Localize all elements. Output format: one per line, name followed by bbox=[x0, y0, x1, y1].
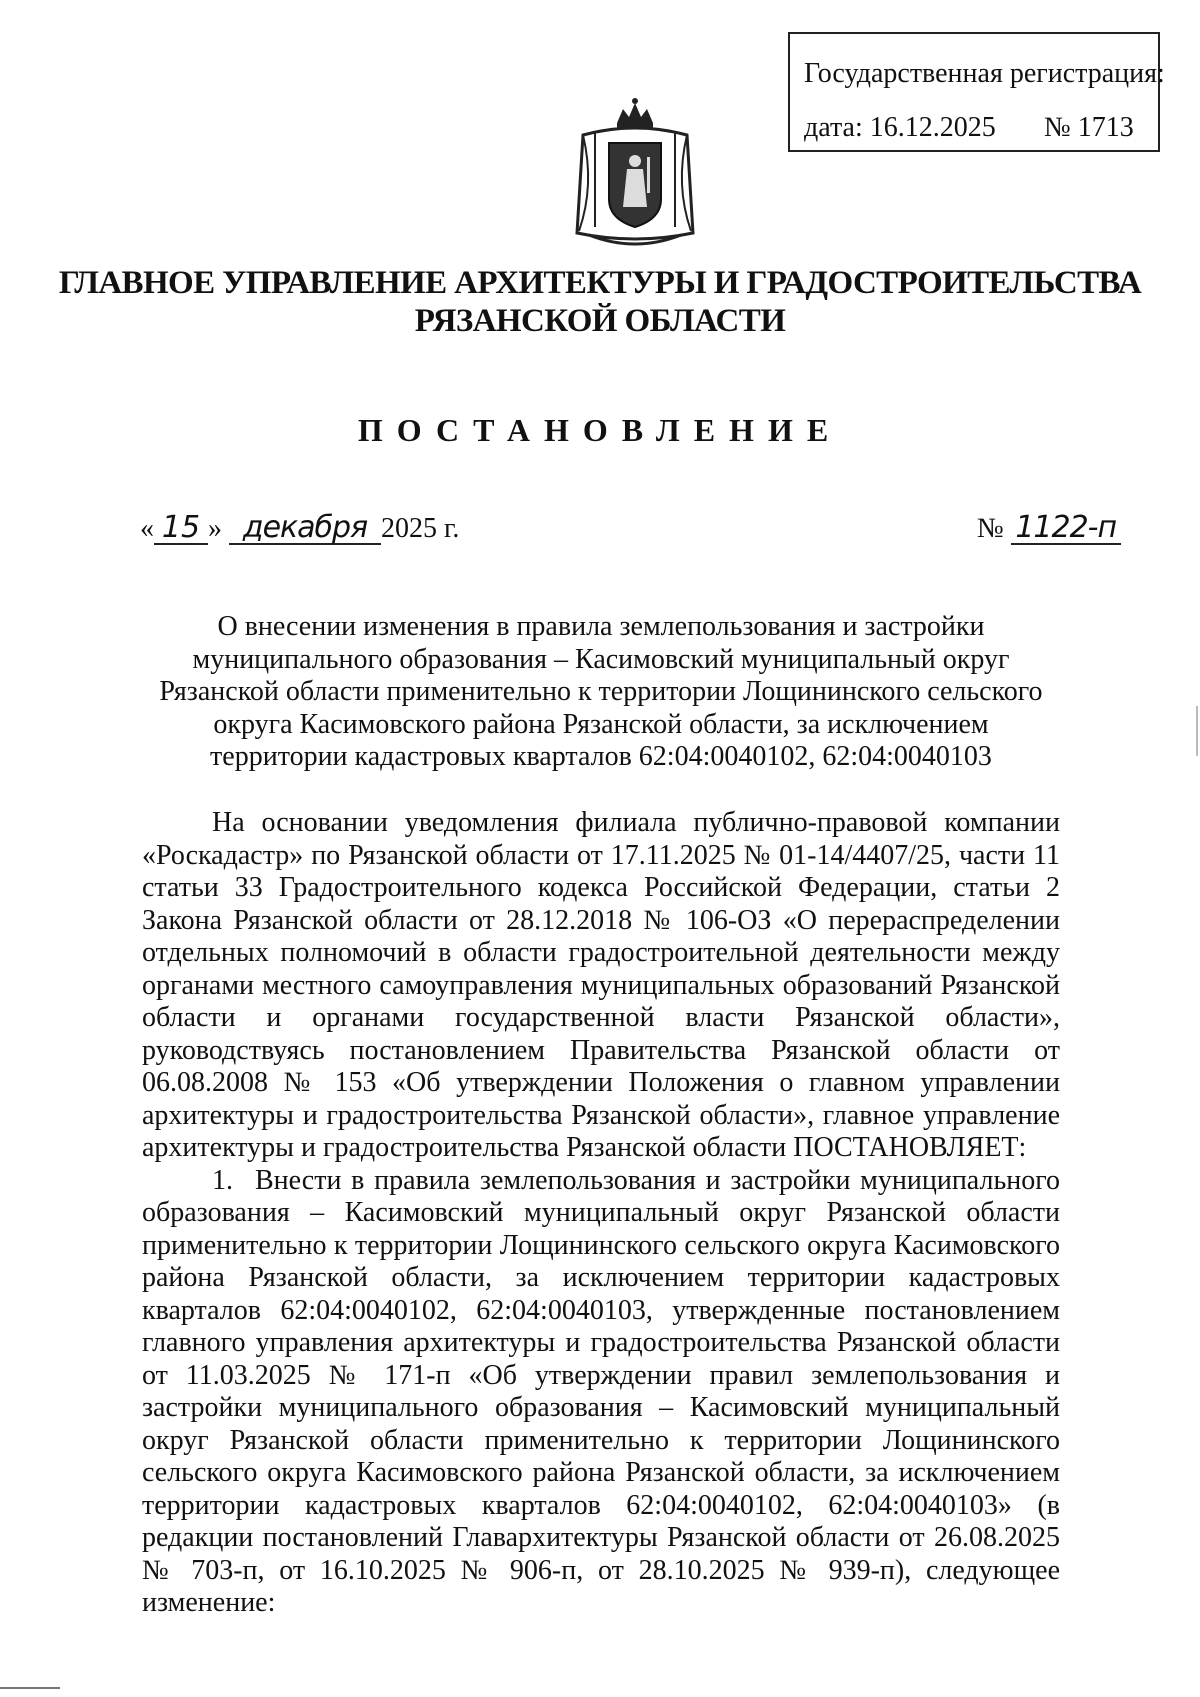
registration-stamp bbox=[788, 32, 1165, 152]
number-handwritten: 1122-п bbox=[1011, 513, 1121, 545]
preamble-paragraph: На основании уведомления филиала публично-правовой компании «Роскадастр» по Рязанской области от 17.11.2025 № 01-14/4407/25, части 11 статьи 33 Градостроительного кодекса Российской Федерации, статьи 2 Закона Рязанской области от 28.12.2018 № 106-ОЗ «О перераспределении отдельных полномочий в области градостроительной деятельности между органами местного самоуправления муниципальных образований Рязанской области и органами государственной власти Рязанской области», руководствуясь постановлением Правительства Рязанской области от 06.08.2008 № 153 «Об утверждении Положения о главном управлении архитектуры и градостроительства Рязанской области», главное управление архитектуры и градостроительства Рязанской области ПОСТАНОВЛЯЕТ: bbox=[142, 807, 1060, 1163]
item-1-number: 1. bbox=[212, 1164, 233, 1196]
scan-edge-mark bbox=[1196, 706, 1198, 756]
date-close-quote: » bbox=[208, 513, 222, 544]
registration-date: дата: 16.12.2025 bbox=[804, 112, 996, 143]
organization-name-line1: ГЛАВНОЕ УПРАВЛЕНИЕ АРХИТЕКТУРЫ И ГРАДОСТРОИТЕЛЬСТВА bbox=[58, 265, 1142, 301]
scan-edge-line bbox=[0, 1687, 60, 1689]
document-type: ПОСТАНОВЛЕНИЕ bbox=[357, 412, 843, 448]
registration-title: Государственная регистрация: bbox=[804, 58, 1165, 89]
date-day-handwritten: 15 bbox=[154, 513, 208, 545]
item-1-paragraph bbox=[142, 1165, 1060, 1620]
item-1-text: Внести в правила землепользования и застройки муниципального образования – Касимовский муниципальный округ Рязанской области применительно к территории Лощининского сельского округа Касимовского района Рязанской области, за исключением территории кадастровых кварталов 62:04:0040102, 62:04:0040103, утвержденные постановлением главного управления архитектуры и градостроительства Рязанской области от 11.03.2025 № 171-п «Об утверждении правил землепользования и застройки муниципального образования – Касимовский муниципальный округ Рязанской области применительно к территории Лощининского сельского округа Касимовского района Рязанской области, за исключением территории кадастровых кварталов 62:04:0040102, 62:04:0040103» (в редакции постановлений Главархитектуры Рязанской области от 26.08.2025 № 703-п, от 16.10.2025 № 906-п, от 28.10.2025 № 939-п), следующее изменение: bbox=[142, 1164, 1060, 1618]
date-year: 2025 г. bbox=[381, 513, 460, 544]
document-date bbox=[140, 510, 460, 545]
registration-number: № 1713 bbox=[1044, 112, 1134, 143]
number-prefix: № bbox=[977, 513, 1004, 544]
coat-of-arms-icon bbox=[565, 95, 705, 255]
date-open-quote: « bbox=[140, 513, 154, 544]
organization-name-line2: РЯЗАНСКОЙ ОБЛАСТИ bbox=[414, 303, 786, 339]
document-body bbox=[142, 807, 1060, 1620]
document-subject: О внесении изменения в правила землепользования и застройки муниципального образования – Касимовский муниципальный округ Рязанской области применительно к территории Лощининского сельского округа Касимовского района Рязанской области, за исключением территории кадастровых кварталов 62:04:0040102, 62:04:0040103 bbox=[159, 611, 1043, 772]
document-number bbox=[977, 510, 1121, 545]
date-month-handwritten: декабря bbox=[229, 513, 381, 545]
